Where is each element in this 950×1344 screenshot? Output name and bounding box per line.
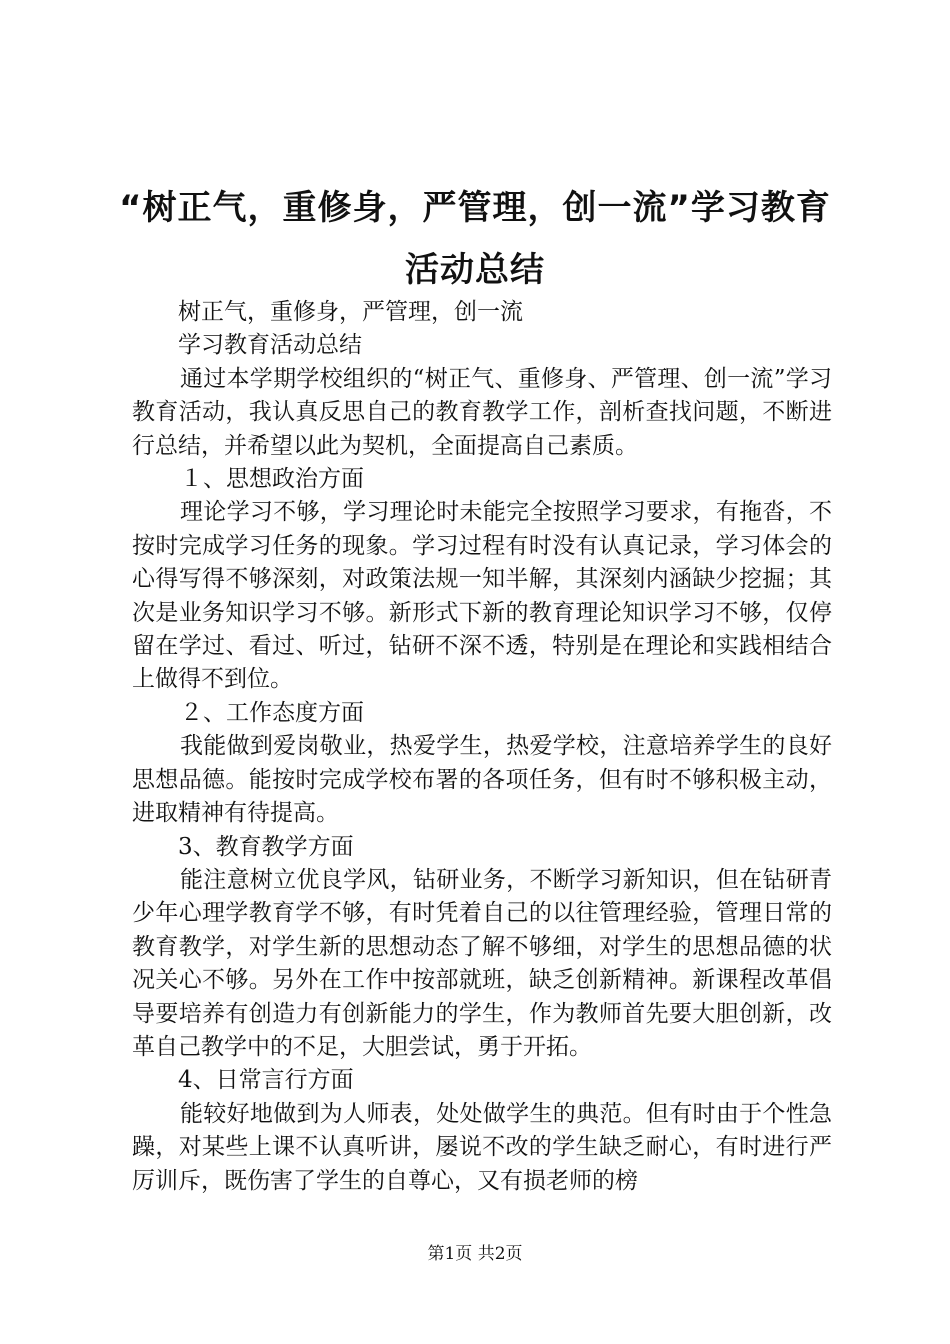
section-heading-teaching: 3、教育教学方面 xyxy=(178,833,354,860)
paragraph-conduct: 能较好地做到为人师表，处处做学生的典范。但有时由于个性急躁，对某些上课不认真听讲，屡说不改的学生缺乏耐心，有时进行严厉训斥，既伤害了学生的自尊心，又有损老师的榜 xyxy=(132,1100,832,1194)
document-title-line-1: “树正气，重修身，严管理，创一流”学习教育 xyxy=(119,188,831,228)
page-indicator: 第1页 共2页 xyxy=(427,1244,523,1264)
document-body xyxy=(132,296,832,1198)
subtitle-line-2: 学习教育活动总结 xyxy=(178,332,362,359)
paragraph-teaching: 能注意树立优良学风，钻研业务，不断学习新知识，但在钻研青少年心理学教育学不够，有时凭着自己的以往管理经验，管理日常的教育教学，对学生新的思想动态了解不够细，对学生的思想品德的状况关心不够。另外在工作中按部就班，缺乏创新精神。新课程改革倡导要培养有创造力有创新能力的学生，作为教师首先要大胆创新，改革自己教学中的不足，大胆尝试，勇于开拓。 xyxy=(132,866,832,1060)
subtitle-line-1: 树正气，重修身，严管理，创一流 xyxy=(178,299,523,325)
document-title-line-2: 活动总结 xyxy=(405,250,545,290)
section-heading-conduct: 4、日常言行方面 xyxy=(178,1067,354,1094)
intro-paragraph: 通过本学期学校组织的“树正气、重修身、严管理、创一流”学习教育活动，我认真反思自己的教育教学工作，剖析查找问题，不断进行总结，并希望以此为契机，全面提高自己素质。 xyxy=(132,365,832,459)
section-heading-attitude: ２、工作态度方面 xyxy=(180,699,364,726)
paragraph-political: 理论学习不够，学习理论时未能完全按照学习要求，有拖沓，不按时完成学习任务的现象。学习过程有时没有认真记录，学习体会的心得写得不够深刻，对政策法规一知半解，其深刻内涵缺少挖掘；其次是业务知识学习不够。新形式下新的教育理论知识学习不够，仅停留在学过、看过、听过，钻研不深不透，特别是在理论和实践相结合上做得不到位。 xyxy=(132,499,832,693)
section-heading-political: １、思想政治方面 xyxy=(180,466,364,493)
paragraph-attitude: 我能做到爱岗敬业，热爱学生，热爱学校，注意培养学生的良好思想品德。能按时完成学校布署的各项任务，但有时不够积极主动，进取精神有待提高。 xyxy=(132,733,832,827)
